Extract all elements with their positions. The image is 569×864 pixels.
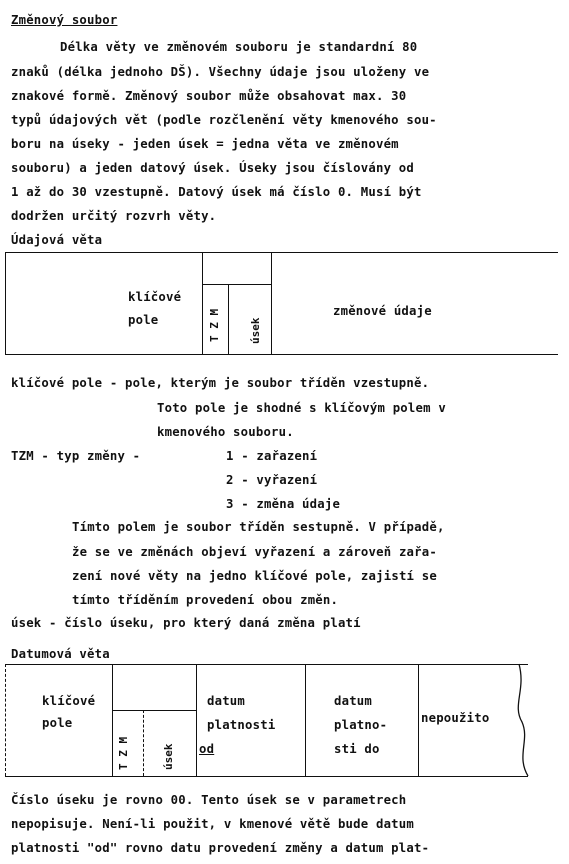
key-field-label: klíčové: [128, 290, 182, 304]
udajova-title: Údajová věta: [11, 233, 103, 247]
def-key-field: Toto pole je shodné s klíčovým polem v: [157, 401, 446, 415]
usek-label: úsek: [162, 743, 175, 770]
def-key-field: klíčové pole - pole, kterým je soubor tříděn vzestupně.: [11, 376, 430, 390]
def-sort-line: Tímto polem je soubor tříděn sestupně. V případě,: [72, 520, 445, 534]
def-key-field: kmenového souboru.: [157, 425, 294, 439]
key-field-label: pole: [42, 716, 73, 730]
section-heading: Změnový soubor: [11, 13, 118, 27]
def-tzm-type: 2 - vyřazení: [226, 473, 318, 487]
tzm-label: T Z M: [208, 308, 221, 342]
closing-line: platnosti "od" rovno datu provedení změny a datum plat-: [11, 841, 430, 855]
datumova-title: Datumová věta: [11, 647, 110, 661]
intro-line: znakové formě. Změnový soubor může obsahovat max. 30: [11, 89, 407, 103]
intro-line: dodržen určitý rozvrh věty.: [11, 209, 217, 223]
date-from-label: platnosti: [207, 718, 276, 732]
date-to-label: datum: [334, 694, 373, 708]
intro-line: 1 až do 30 vzestupně. Datový úsek má číslo 0. Musí být: [11, 185, 422, 199]
intro-line: souboru) a jeden datový úsek. Úseky jsou číslovány od: [11, 161, 414, 175]
closing-line: nepopisuje. Není-li použit, v kmenové větě bude datum: [11, 817, 414, 831]
def-sort-line: tímto tříděním provedení obou změn.: [72, 593, 339, 607]
tzm-label: T Z M: [117, 736, 130, 770]
key-field-label: pole: [128, 313, 159, 327]
def-tzm-label: TZM - typ změny -: [11, 449, 141, 463]
def-usek: úsek - číslo úseku, pro který daná změna platí: [11, 616, 361, 630]
def-tzm-type: 3 - změna údaje: [226, 497, 341, 511]
def-sort-line: zení nové věty na jedno klíčové pole, zajistí se: [72, 569, 437, 583]
closing-line: Číslo úseku je rovno 00. Tento úsek se v parametrech: [11, 793, 407, 807]
intro-line: typů údajových vět (podle rozčlenění věty kmenového sou-: [11, 113, 437, 127]
key-field-label: klíčové: [42, 694, 96, 708]
unused-label: nepoužito: [421, 711, 490, 725]
date-to-label: sti do: [334, 742, 380, 756]
def-sort-line: že se ve změnách objeví vyřazení a zároveň zařa-: [72, 545, 437, 559]
def-tzm-type: 1 - zařazení: [226, 449, 318, 463]
change-data-label: změnové údaje: [333, 304, 432, 318]
intro-line: boru na úseky - jeden úsek = jedna věta ve změnovém: [11, 137, 399, 151]
intro-line: znaků (délka jednoho DŠ). Všechny údaje jsou uloženy ve: [11, 65, 430, 79]
date-to-label: platno-: [334, 718, 388, 732]
date-from-label: od: [199, 742, 215, 756]
intro-line: Délka věty ve změnovém souboru je standardní 80: [60, 40, 418, 54]
usek-label: úsek: [249, 317, 262, 344]
date-from-label: datum: [207, 694, 246, 708]
